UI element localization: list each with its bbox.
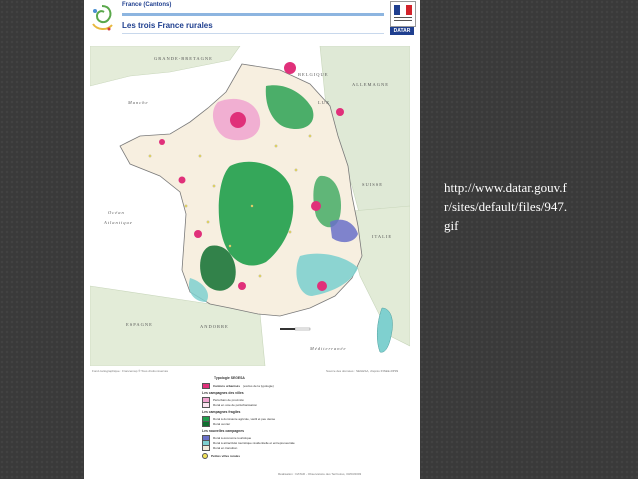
swatch-transition: [202, 445, 210, 451]
page-title: Les trois France rurales: [122, 21, 213, 30]
label-andorre: ANDORRE: [200, 324, 229, 329]
header-divider: [122, 33, 384, 34]
swatch-periurbanisation: [202, 402, 210, 408]
legend-g1a-label: Périurbain de proximité: [213, 397, 244, 402]
swatch-ouvrier: [202, 421, 210, 427]
legend-item-urban: [202, 383, 274, 389]
label-manche: Manche: [128, 100, 149, 105]
legend-item-g2b: [202, 421, 230, 427]
strasbourg-urban-area: [336, 108, 344, 116]
legend-urban-label: Cantons urbanisés: [213, 383, 241, 388]
marseille-urban-area: [317, 281, 327, 291]
label-suisse: SUISSE: [362, 182, 384, 187]
observatoire-logo-icon: [88, 2, 116, 34]
legend-g1b-label: Rural en voie de périurbanisation: [213, 402, 258, 407]
header-bar: [122, 13, 384, 16]
marianne-flag-icon: [390, 1, 416, 27]
map-legend: [90, 368, 410, 479]
legend-item-g3c: [202, 445, 237, 451]
header-subtitle: France (Cantons): [122, 2, 172, 8]
source-url-caption: http://www.datar.gouv.fr/sites/default/files/947.gif: [444, 180, 568, 233]
legend-g3b-label: Rural à attractivité touristique résidentielle et entrepreneuriale: [213, 440, 295, 445]
legend-typology-title: Typologie SEGESA: [214, 376, 245, 380]
legend-group2-title: Les campagnes fragiles: [202, 410, 241, 414]
lille-urban-area: [284, 62, 296, 74]
toulouse-urban-area: [238, 282, 246, 290]
legend-footer: Réalisation : DATAR - Observatoire des Territoires, 03/03/2003: [278, 472, 362, 476]
legend-g2a-label: Rural à dominante agricole, vieilli et peu dense: [213, 416, 276, 421]
bordeaux-urban-area: [194, 230, 202, 238]
label-mediterranee: Méditerranée: [310, 346, 347, 351]
legend-urban-note: (exclus de la typologie): [243, 383, 274, 388]
legend-item-small-towns: [202, 453, 240, 459]
legend-source-left: Fond cartographique : Francemap ® Tous droits réservés: [92, 369, 169, 373]
label-belgique: BELGIQUE: [298, 72, 329, 77]
legend-group1-title: Les campagnes des villes: [202, 391, 244, 395]
label-ocean: Océan: [108, 210, 125, 215]
legend-source-right: Source des données : SEGESA, d'après INSEE-RP99: [326, 369, 399, 373]
label-espagne: ESPAGNE: [126, 322, 153, 327]
label-atlantique: Atlantique: [104, 220, 133, 225]
rennes-urban-area: [159, 139, 165, 145]
legend-g2b-label: Rural ouvrier: [213, 421, 231, 426]
paris-urban-area: [230, 112, 246, 128]
document-header: [84, 0, 420, 44]
rural-france-map: [90, 46, 410, 366]
slide-image: [84, 0, 420, 479]
swatch-urban: [202, 383, 210, 389]
datar-logo: DATAR: [390, 27, 414, 35]
lyon-urban-area: [311, 201, 321, 211]
legend-g3a-label: Rural à économie touristique: [213, 435, 252, 440]
label-grande-bretagne: GRANDE-BRETAGNE: [154, 56, 213, 61]
legend-item-g1b: [202, 402, 257, 408]
legend-g3c-label: Rural en transition: [213, 445, 238, 450]
nantes-urban-area: [179, 177, 186, 184]
label-allemagne: ALLEMAGNE: [352, 82, 389, 87]
scale-bar: [280, 328, 310, 330]
legend-group3-title: Les nouvelles campagnes: [202, 429, 245, 433]
legend-small-towns-label: Petites villes rurales: [211, 454, 241, 458]
label-italie: ITALIE: [372, 234, 393, 239]
label-lux: LUX: [318, 100, 331, 105]
swatch-small-towns: [202, 453, 208, 459]
